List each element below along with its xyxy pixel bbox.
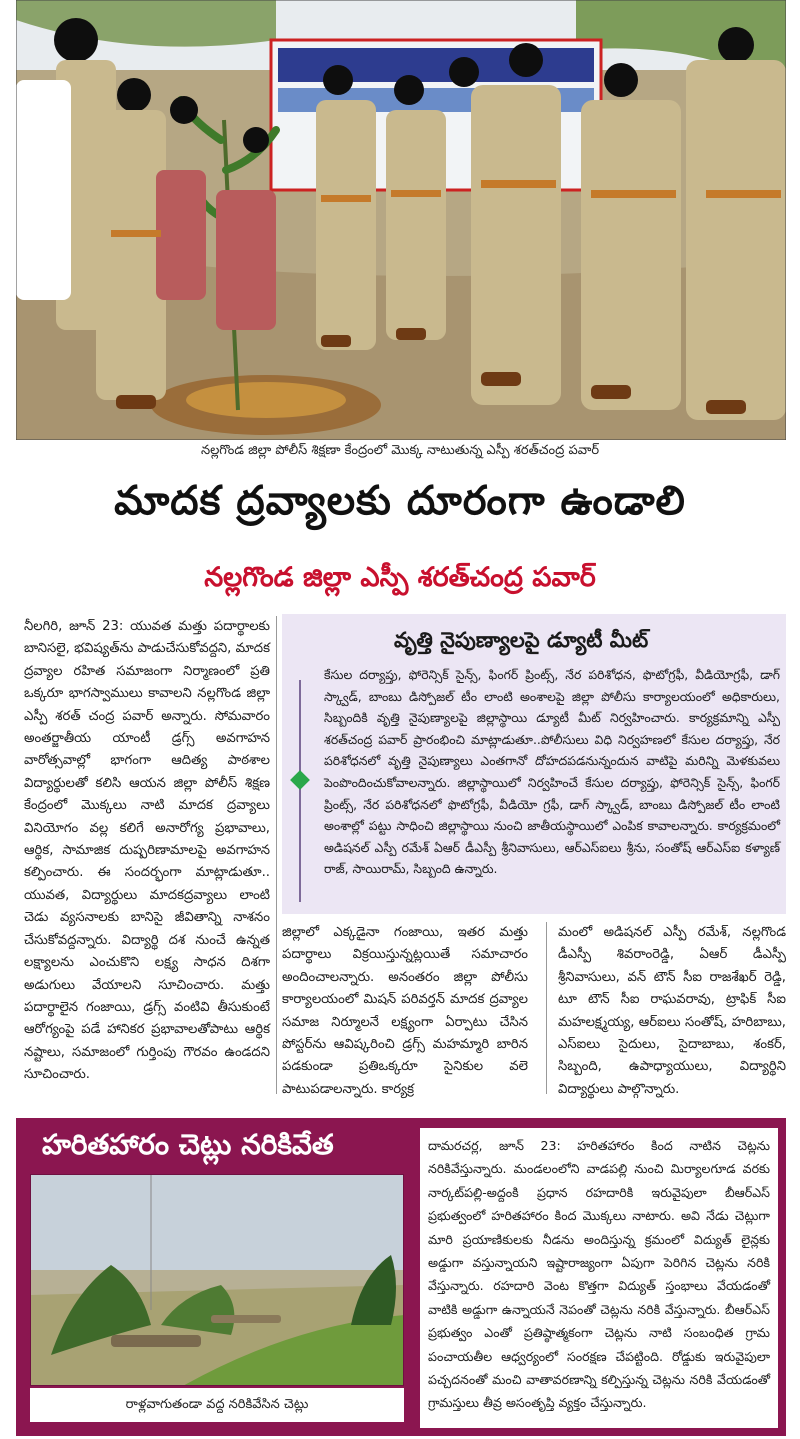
bottom-story-title: హరితహారం చెట్లు నరికివేత (42, 1128, 334, 1161)
inset-title: వృత్తి నైపుణ్యాలపై డ్యూటీ మీట్ (394, 628, 649, 652)
bottom-story-box (16, 1118, 786, 1436)
story-column-right: మంలో అడిషనల్ ఎస్పీ రమేశ్, నల్లగొండ డీఎస్పీ శివరాంరెడ్డి, ఏఆర్ డీఎస్పీ శ్రీనివాసులు, వన్ టౌన్ సీఐ రాజశేఖర్ రెడ్డి, టూ టౌన్ సీఐ రాఘవరావు, ట్రాఫిక్ సీఐ మహలక్ష్మయ్య, ఆర్ఐలు సంతోష్, హరిబాబు, ఎస్ఐలు సైదులు, సైదాబాబు, శంకర్, సిబ్బంది, ఉపాధ్యాయులు, విద్యార్థిని విద్యార్థులు పాల్గొన్నారు. (558, 925, 786, 1097)
column-divider (546, 922, 547, 1094)
headline: మాదక ద్రవ్యాలకు దూరంగా ఉండాలి (114, 478, 686, 524)
inset-body: కేసుల దర్యాప్తు, ఫోరెన్సిక్ సైన్స్, ఫింగర్ ప్రింట్స్, నేర పరిశోధన, ఫొటోగ్రఫీ, వీడియోగ్రఫీ, డాగ్ స్క్వాడ్, బాంబు డిస్పోజల్ టీం లాంటి అంశాలపై జిల్లా పోలీసు కార్యాలయంలో అధికారులు, సిబ్బందికి వృత్తి నైపుణ్యాలపై జిల్లాస్థాయి డ్యూటీ మీట్ నిర్వహించారు. కార్యక్రమాన్ని ఎస్పీ శరత్‌చంద్ర పవార్ ప్రారంభించి మాట్లాడుతూ..పోలీసులు విధి నిర్వహణలో కేసుల దర్యాప్తు, నేర పరిశోధనలో వృత్తి నైపుణ్యాలు ఎంతగానో దోహదపడనున్నందున వాటిపై మరిన్ని మెళకువలు పెంపొందించుకోవాలన్నారు. జిల్లాస్థాయిలో నిర్వహించే కేసుల దర్యాప్తు, ఫోరెన్సిక్ సైన్స్, ఫింగర్ ప్రింట్స్, నేర పరిశోధనలో ఫొటోగ్రఫీ, వీడియో గ్రఫీ, డాగ్ స్క్వాడ్, బాంబు డిస్పోజల్ టీం లాంటి అంశాల్లో పట్టు సాధించి జిల్లాస్థాయి నుంచి జాతీయస్థాయిలో ఎంపిక కావాలన్నారు. కార్యక్రమంలో అడిషనల్ ఎస్పీ రమేశ్ ఏఆర్ డీఎస్పీ శ్రీనివాసులు, ఆర్ఎస్ఐలు శ్రీను, సంతోష్ ఆర్ఎస్ఐ కళ్యాణ్ రాజ్, సాయిరామ్, సిబ్బంది ఉన్నారు. (324, 667, 780, 877)
bottom-photo-caption: రాళ్లవాగుతండా వద్ద నరికివేసిన చెట్లు (30, 1388, 404, 1422)
inset-rule (299, 680, 301, 902)
story-column-left: నీలగిరి, జూన్ 23: యువత మత్తు పదార్థాలకు బానిసలై, భవిష్యత్‌ను పాడుచేసుకోవద్దని, మాదక ద్రవ్యాల రహిత సమాజంగా నిర్మాణంలో ప్రతి ఒక్కరూ భాగస్వాములు కావాలని నల్లగొండ జిల్లా ఎస్పీ శరత్ చంద్ర పవార్ అన్నారు. సోమవారం అంతర్జాతీయ యాంటీ డ్రగ్స్ అవగాహన వారోత్సవాల్లో భాగంగా ఆదిత్య పాఠశాల విద్యార్థులతో కలిసి ఆయన జిల్లా పోలీస్ శిక్షణ కేంద్రంలో మొక్కలు నాటి మాదక ద్రవ్యాలు వినియోగం వల్ల కలిగే అనారోగ్య ప్రభావాలు, ఆర్థిక, సామాజిక దుష్పరిణామాలపై అవగాహన కల్పించారు. ఈ సందర్భంగా మాట్లాడుతూ.. యువత, విద్యార్థులు మాదకద్రవ్యాలు లాంటి చెడు వ్యసనాలకు బానిసై జీవితాన్ని నాశనం చేసుకోవద్దన్నారు. విద్యార్థి దశ నుంచే ఉన్నత లక్ష్యాలను ఎంచుకొని లక్ష్య సాధన దిశగా అడుగులు వేయాలని సూచించారు. మత్తు పదార్థాలైన గంజాయి, డ్రగ్స్ వంటివి తీసుకుంటే ఆరోగ్యంపై పడే హానికర ప్రభావాలతోపాటు ఆర్థిక నష్టాలు, సమాజంలో గుర్తింపు గౌరవం ఉండదని సూచించారు. (24, 619, 270, 1083)
inset-box (282, 614, 786, 914)
story-column-middle: జిల్లాలో ఎక్కడైనా గంజాయి, ఇతర మత్తు పదార్థాలు విక్రయిస్తున్నట్లయితే సమాచారం అందించాలన్నారు. అనంతరం జిల్లా పోలీసు కార్యాలయంలో మిషన్ పరివర్తన్ మాదక ద్రవ్యాల సమాజ నిర్మూలనే లక్ష్యంగా ఏర్పాటు చేసిన పోస్టర్‌ను ఆవిష్కరించి డ్రగ్స్ మహమ్మారి బారిన పడకుండా ప్రతిఒక్కరూ సైనికుల వలె పాటుపడాలన్నారు. కార్యక్ర (282, 925, 528, 1097)
main-photo-caption: నల్లగొండ జిల్లా పోలీస్ శిక్షణా కేంద్రంలో మొక్క నాటుతున్న ఎస్పీ శరత్‌చంద్ర పవార్ (200, 443, 600, 458)
subheadline: నల్లగొండ జిల్లా ఎస్పీ శరత్‌చంద్ర పవార్ (204, 562, 596, 593)
bullet-diamond-icon (290, 770, 310, 790)
main-photo (16, 0, 786, 440)
bottom-story-photo (30, 1174, 404, 1386)
column-divider (276, 616, 277, 1094)
bottom-story-body: దామరచర్ల, జూన్ 23: హరితహారం కింద నాటిన చెట్లను నరికివేస్తున్నారు. మండలంలోని వాడపల్లి నుంచి మిర్యాలగూడ వరకు నార్కట్‌పల్లి-అద్దంకి ప్రధాన రహదారికి ఇరువైపులా బీఆర్ఎస్ ప్రభుత్వంలో హరితహారం కింద మొక్కలు నాటారు. అవి నేడు చెట్లుగా మారి ప్రయాణికులకు నీడను అందిస్తున్న క్రమంలో విద్యుత్ లైన్లకు అడ్డుగా వస్తున్నాయని ఇష్టారాజ్యంగా ఏపుగా పెరిగిన చెట్లను నరికి వేస్తున్నారు. రహదారి వెంట కొత్తగా విద్యుత్ స్తంభాలు వేయడంతో వాటికి అడ్డుగా ఉన్నాయనే నెపంతో చెట్లను నరికి వేస్తున్నారు. బీఆర్ఎస్ ప్రభుత్వం ఎంతో ప్రతిష్ఠాత్మకంగా చెట్లను నాటి సంబంధిత గ్రామ పంచాయతీల ఆధ్వర్యంలో సంరక్షణ చేపట్టింది. రోడ్డుకు ఇరువైపులా పచ్చదనంతో మంచి వాతావరణాన్ని కల్పిస్తున్న చెట్లను నరికి వేయడంతో గ్రామస్తులు తీవ్ర అసంతృప్తి వ్యక్తం చేస్తున్నారు. (420, 1128, 778, 1428)
